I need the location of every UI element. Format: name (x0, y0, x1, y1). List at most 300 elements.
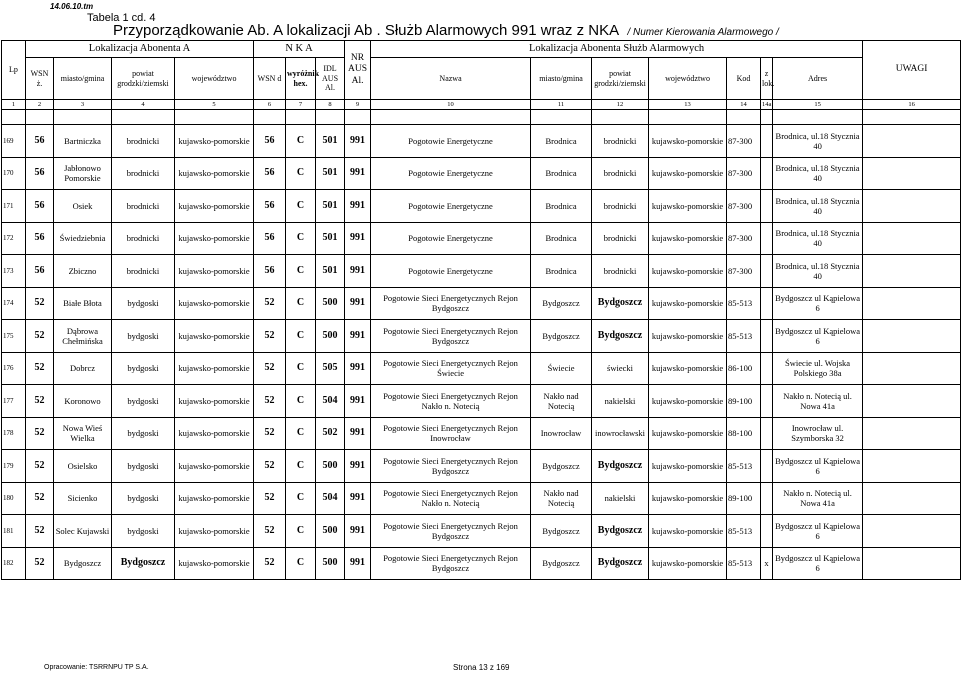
cell-powiat: brodnicki (112, 157, 175, 190)
spacer-cell (286, 110, 316, 125)
cell-wyroznik: C (286, 157, 316, 190)
cell-nazwa: Pogotowie Energetyczne (371, 190, 531, 223)
header-wojewodztwo: województwo (175, 58, 254, 100)
cell-nr-aus: 991 (345, 157, 371, 190)
cell-idl-aus: 504 (316, 385, 345, 418)
cell-nazwa: Pogotowie Energetyczne (371, 125, 531, 158)
cell-uwagi (863, 515, 961, 548)
cell-kod: 85-513 (727, 450, 761, 483)
spacer-cell (112, 110, 175, 125)
cell-wsn-d: 52 (254, 287, 286, 320)
cell-powiat-2: świecki (592, 352, 649, 385)
cell-adres: Bydgoszcz ul Kąpielowa 6 (773, 320, 863, 353)
column-number: 9 (345, 100, 371, 110)
cell-wyroznik: C (286, 482, 316, 515)
cell-powiat: bydgoski (112, 320, 175, 353)
cell-nr-aus: 991 (345, 320, 371, 353)
cell-wojewodztwo: kujawsko-pomorskie (175, 547, 254, 580)
cell-wojewodztwo-2: kujawsko-pomorskie (649, 287, 727, 320)
cell-wojewodztwo-2: kujawsko-pomorskie (649, 255, 727, 288)
table-wrapper (1, 40, 960, 580)
cell-miasto-gmina-2: Świecie (531, 352, 592, 385)
cell-miasto-gmina-2: Bydgoszcz (531, 515, 592, 548)
cell-wsn-z: 56 (26, 157, 54, 190)
spacer-cell (531, 110, 592, 125)
cell-powiat: bydgoski (112, 287, 175, 320)
cell-wsn-z: 52 (26, 320, 54, 353)
cell-nr-aus: 991 (345, 450, 371, 483)
cell-miasto-gmina: Świedziebnia (54, 222, 112, 255)
table-row (2, 385, 961, 418)
cell-idl-aus: 501 (316, 125, 345, 158)
cell-wojewodztwo-2: kujawsko-pomorskie (649, 417, 727, 450)
cell-lp: 170 (2, 157, 26, 190)
cell-wsn-d: 56 (254, 190, 286, 223)
cell-lp: 180 (2, 482, 26, 515)
cell-nazwa: Pogotowie Sieci Energetycznych Rejon Bydgoszcz (371, 320, 531, 353)
spacer-cell (316, 110, 345, 125)
cell-idl-aus: 504 (316, 482, 345, 515)
cell-miasto-gmina: Białe Błota (54, 287, 112, 320)
cell-wsn-z: 52 (26, 287, 54, 320)
cell-z-lok (761, 287, 773, 320)
cell-wojewodztwo-2: kujawsko-pomorskie (649, 547, 727, 580)
header-idl-aus: IDL AUS Al. (316, 58, 345, 100)
cell-lp: 176 (2, 352, 26, 385)
cell-wyroznik: C (286, 190, 316, 223)
cell-idl-aus: 501 (316, 190, 345, 223)
cell-miasto-gmina: Bartniczka (54, 125, 112, 158)
cell-wojewodztwo: kujawsko-pomorskie (175, 352, 254, 385)
cell-nr-aus: 991 (345, 547, 371, 580)
page-title (113, 22, 779, 39)
table-row (2, 157, 961, 190)
cell-kod: 88-100 (727, 417, 761, 450)
table-row (2, 547, 961, 580)
column-number: 2 (26, 100, 54, 110)
cell-nazwa: Pogotowie Sieci Energetycznych Rejon Bydgoszcz (371, 547, 531, 580)
cell-nr-aus: 991 (345, 352, 371, 385)
cell-adres: Bydgoszcz ul Kąpielowa 6 (773, 515, 863, 548)
cell-adres: Brodnica, ul.18 Stycznia 40 (773, 125, 863, 158)
cell-wsn-d: 52 (254, 515, 286, 548)
cell-wojewodztwo-2: kujawsko-pomorskie (649, 450, 727, 483)
cell-miasto-gmina-2: Bydgoszcz (531, 450, 592, 483)
cell-kod: 89-100 (727, 385, 761, 418)
cell-adres: Brodnica, ul.18 Stycznia 40 (773, 190, 863, 223)
header-wojewodztwo-2: województwo (649, 58, 727, 100)
cell-wsn-d: 56 (254, 157, 286, 190)
cell-z-lok (761, 385, 773, 418)
cell-powiat: brodnicki (112, 222, 175, 255)
cell-lp: 178 (2, 417, 26, 450)
cell-wojewodztwo-2: kujawsko-pomorskie (649, 125, 727, 158)
cell-adres: Brodnica, ul.18 Stycznia 40 (773, 222, 863, 255)
cell-wojewodztwo: kujawsko-pomorskie (175, 125, 254, 158)
cell-wojewodztwo: kujawsko-pomorskie (175, 515, 254, 548)
spacer-cell (761, 110, 773, 125)
header-wsn-z: WSN ż. (26, 58, 54, 100)
cell-z-lok (761, 157, 773, 190)
cell-adres: Bydgoszcz ul Kąpielowa 6 (773, 450, 863, 483)
cell-miasto-gmina: Jabłonowo Pomorskie (54, 157, 112, 190)
cell-adres: Nakło n. Notecią ul. Nowa 41a (773, 482, 863, 515)
header-group-abonent-a: Lokalizacja Abonenta A (26, 41, 254, 58)
title-main: Przyporządkowanie Ab. A lokalizacji Ab . Służb Alarmowych 991 wraz z NKA (113, 22, 620, 39)
cell-wsn-d: 52 (254, 417, 286, 450)
cell-wojewodztwo: kujawsko-pomorskie (175, 157, 254, 190)
cell-lp: 182 (2, 547, 26, 580)
cell-nazwa: Pogotowie Sieci Energetycznych Rejon Nakło n. Notecią (371, 482, 531, 515)
spacer-cell (345, 110, 371, 125)
cell-miasto-gmina-2: Brodnica (531, 125, 592, 158)
cell-miasto-gmina: Nowa Wieś Wielka (54, 417, 112, 450)
cell-nr-aus: 991 (345, 385, 371, 418)
header-kod: Kod (727, 58, 761, 100)
cell-miasto-gmina: Osielsko (54, 450, 112, 483)
table-row (2, 287, 961, 320)
cell-powiat-2: brodnicki (592, 222, 649, 255)
spacer-cell (26, 110, 54, 125)
cell-uwagi (863, 352, 961, 385)
cell-uwagi (863, 255, 961, 288)
cell-wsn-d: 52 (254, 385, 286, 418)
cell-adres: Inowrocław ul. Szymborska 32 (773, 417, 863, 450)
table-row (2, 482, 961, 515)
cell-miasto-gmina: Bydgoszcz (54, 547, 112, 580)
header-z-lok: z lok. (761, 58, 773, 100)
cell-lp: 177 (2, 385, 26, 418)
cell-lp: 173 (2, 255, 26, 288)
cell-nr-aus: 991 (345, 287, 371, 320)
cell-nr-aus: 991 (345, 515, 371, 548)
cell-uwagi (863, 482, 961, 515)
cell-miasto-gmina: Koronowo (54, 385, 112, 418)
spacer-cell (254, 110, 286, 125)
cell-miasto-gmina: Zbiczno (54, 255, 112, 288)
header-powiat-2: powiat grodzki/ziemski (592, 58, 649, 100)
cell-idl-aus: 500 (316, 450, 345, 483)
table-row (2, 417, 961, 450)
header-powiat: powiat grodzki/ziemski (112, 58, 175, 100)
cell-nazwa: Pogotowie Sieci Energetycznych Rejon Świecie (371, 352, 531, 385)
cell-powiat-2: Bydgoszcz (592, 515, 649, 548)
column-number: 8 (316, 100, 345, 110)
cell-wsn-z: 56 (26, 125, 54, 158)
cell-nr-aus: 991 (345, 417, 371, 450)
cell-miasto-gmina: Dąbrowa Chełmińska (54, 320, 112, 353)
cell-wsn-z: 52 (26, 515, 54, 548)
cell-miasto-gmina: Osiek (54, 190, 112, 223)
cell-idl-aus: 500 (316, 547, 345, 580)
cell-miasto-gmina-2: Nakło nad Notecią (531, 482, 592, 515)
cell-wyroznik: C (286, 385, 316, 418)
cell-powiat: Bydgoszcz (112, 547, 175, 580)
cell-z-lok (761, 352, 773, 385)
spacer-cell (371, 110, 531, 125)
cell-kod: 85-513 (727, 515, 761, 548)
cell-wojewodztwo: kujawsko-pomorskie (175, 190, 254, 223)
cell-lp: 169 (2, 125, 26, 158)
column-number: 13 (649, 100, 727, 110)
cell-powiat: bydgoski (112, 352, 175, 385)
cell-z-lok (761, 255, 773, 288)
cell-miasto-gmina-2: Brodnica (531, 255, 592, 288)
column-number: 12 (592, 100, 649, 110)
table-row (2, 450, 961, 483)
cell-kod: 89-100 (727, 482, 761, 515)
cell-powiat: brodnicki (112, 255, 175, 288)
cell-lp: 175 (2, 320, 26, 353)
cell-wsn-d: 52 (254, 352, 286, 385)
cell-lp: 181 (2, 515, 26, 548)
cell-z-lok (761, 320, 773, 353)
column-number: 3 (54, 100, 112, 110)
cell-uwagi (863, 450, 961, 483)
cell-powiat-2: brodnicki (592, 190, 649, 223)
cell-lp: 171 (2, 190, 26, 223)
cell-kod: 86-100 (727, 352, 761, 385)
cell-uwagi (863, 547, 961, 580)
cell-nazwa: Pogotowie Energetyczne (371, 157, 531, 190)
column-number: 10 (371, 100, 531, 110)
header-lp: Lp (2, 41, 26, 100)
cell-miasto-gmina-2: Bydgoszcz (531, 320, 592, 353)
cell-powiat: bydgoski (112, 482, 175, 515)
table-row (2, 255, 961, 288)
cell-wsn-z: 56 (26, 190, 54, 223)
header-miasto-gmina: miasto/gmina (54, 58, 112, 100)
header-group-sluzb: Lokalizacja Abonenta Służb Alarmowych (371, 41, 863, 58)
cell-adres: Brodnica, ul.18 Stycznia 40 (773, 157, 863, 190)
header-wsn-d: WSN d (254, 58, 286, 100)
cell-powiat: bydgoski (112, 515, 175, 548)
header-wyroznik: wyróżnik hex. (286, 58, 316, 100)
cell-wyroznik: C (286, 125, 316, 158)
cell-wsn-z: 52 (26, 385, 54, 418)
column-number: 14a (762, 100, 772, 108)
cell-wsn-z: 52 (26, 450, 54, 483)
cell-wojewodztwo: kujawsko-pomorskie (175, 320, 254, 353)
cell-wojewodztwo-2: kujawsko-pomorskie (649, 352, 727, 385)
cell-uwagi (863, 417, 961, 450)
cell-powiat-2: nakielski (592, 482, 649, 515)
spacer-row (2, 110, 961, 125)
header-group-row (2, 41, 961, 58)
cell-wsn-z: 56 (26, 222, 54, 255)
cell-wojewodztwo-2: kujawsko-pomorskie (649, 222, 727, 255)
cell-nazwa: Pogotowie Sieci Energetycznych Rejon Bydgoszcz (371, 450, 531, 483)
column-number: 15 (773, 100, 863, 110)
cell-z-lok (761, 417, 773, 450)
cell-z-lok (761, 222, 773, 255)
table-row (2, 515, 961, 548)
cell-uwagi (863, 385, 961, 418)
header-adres: Adres (773, 58, 863, 100)
cell-powiat-2: inowrocławski (592, 417, 649, 450)
cell-idl-aus: 505 (316, 352, 345, 385)
cell-nr-aus: 991 (345, 482, 371, 515)
table-row (2, 190, 961, 223)
cell-wsn-z: 52 (26, 482, 54, 515)
cell-wsn-d: 56 (254, 125, 286, 158)
cell-adres: Bydgoszcz ul Kąpielowa 6 (773, 287, 863, 320)
cell-lp: 174 (2, 287, 26, 320)
column-number: 14 (727, 100, 761, 110)
cell-uwagi (863, 287, 961, 320)
column-number: 1 (2, 100, 26, 110)
cell-uwagi (863, 190, 961, 223)
cell-kod: 85-513 (727, 320, 761, 353)
cell-wyroznik: C (286, 417, 316, 450)
cell-nr-aus: 991 (345, 190, 371, 223)
cell-nazwa: Pogotowie Energetyczne (371, 222, 531, 255)
cell-nazwa: Pogotowie Sieci Energetycznych Rejon Inowrocław (371, 417, 531, 450)
cell-wsn-z: 52 (26, 352, 54, 385)
header-sub-row (2, 58, 961, 100)
cell-powiat-2: Bydgoszcz (592, 320, 649, 353)
cell-wojewodztwo: kujawsko-pomorskie (175, 450, 254, 483)
cell-miasto-gmina-2: Brodnica (531, 157, 592, 190)
column-number: 4 (112, 100, 175, 110)
cell-wyroznik: C (286, 352, 316, 385)
footer-author: Opracowanie: TSRRNPU TP S.A. (44, 664, 149, 671)
cell-wyroznik: C (286, 255, 316, 288)
cell-wsn-d: 52 (254, 547, 286, 580)
cell-powiat-2: brodnicki (592, 255, 649, 288)
spacer-cell (592, 110, 649, 125)
cell-idl-aus: 501 (316, 157, 345, 190)
header-nr-aus: NR AUS Al. (345, 41, 371, 100)
column-number: 5 (175, 100, 254, 110)
cell-wyroznik: C (286, 515, 316, 548)
cell-uwagi (863, 125, 961, 158)
cell-wsn-d: 56 (254, 222, 286, 255)
cell-idl-aus: 501 (316, 255, 345, 288)
cell-kod: 85-513 (727, 287, 761, 320)
cell-idl-aus: 502 (316, 417, 345, 450)
cell-uwagi (863, 222, 961, 255)
cell-wsn-d: 52 (254, 482, 286, 515)
cell-wojewodztwo-2: kujawsko-pomorskie (649, 515, 727, 548)
cell-wsn-z: 52 (26, 547, 54, 580)
table-row (2, 320, 961, 353)
cell-wsn-d: 52 (254, 320, 286, 353)
cell-wojewodztwo: kujawsko-pomorskie (175, 255, 254, 288)
title-subtitle: / Numer Kierowania Alarmowego / (627, 27, 779, 38)
cell-powiat-2: brodnicki (592, 125, 649, 158)
column-number: 6 (254, 100, 286, 110)
cell-powiat-2: nakielski (592, 385, 649, 418)
cell-wsn-z: 56 (26, 255, 54, 288)
cell-kod: 87-300 (727, 157, 761, 190)
cell-adres: Świecie ul. Wojska Polskiego 38a (773, 352, 863, 385)
footer-page-number: Strona 13 z 169 (453, 663, 510, 672)
cell-wsn-z: 52 (26, 417, 54, 450)
cell-nr-aus: 991 (345, 255, 371, 288)
cell-nazwa: Pogotowie Energetyczne (371, 255, 531, 288)
cell-miasto-gmina-2: Inowrocław (531, 417, 592, 450)
spacer-cell (2, 110, 26, 125)
table-body (2, 125, 961, 580)
cell-powiat: brodnicki (112, 190, 175, 223)
header-uwagi: UWAGI (863, 41, 961, 100)
cell-kod: 87-300 (727, 125, 761, 158)
cell-nazwa: Pogotowie Sieci Energetycznych Rejon Bydgoszcz (371, 515, 531, 548)
cell-uwagi (863, 320, 961, 353)
cell-wojewodztwo: kujawsko-pomorskie (175, 287, 254, 320)
cell-adres: Bydgoszcz ul Kąpielowa 6 (773, 547, 863, 580)
cell-powiat: brodnicki (112, 125, 175, 158)
cell-wsn-d: 52 (254, 450, 286, 483)
cell-kod: 87-300 (727, 222, 761, 255)
cell-powiat-2: Bydgoszcz (592, 547, 649, 580)
spacer-cell (175, 110, 254, 125)
cell-lp: 179 (2, 450, 26, 483)
table-caption: Tabela 1 cd. 4 (87, 12, 156, 24)
cell-kod: 87-300 (727, 190, 761, 223)
cell-idl-aus: 501 (316, 222, 345, 255)
assignment-table (1, 40, 961, 580)
cell-wojewodztwo-2: kujawsko-pomorskie (649, 157, 727, 190)
column-number: 11 (531, 100, 592, 110)
table-row (2, 352, 961, 385)
cell-lp: 172 (2, 222, 26, 255)
cell-wojewodztwo: kujawsko-pomorskie (175, 482, 254, 515)
cell-nazwa: Pogotowie Sieci Energetycznych Rejon Nakło n. Notecią (371, 385, 531, 418)
cell-miasto-gmina-2: Brodnica (531, 222, 592, 255)
cell-powiat: bydgoski (112, 450, 175, 483)
cell-wyroznik: C (286, 222, 316, 255)
cell-adres: Brodnica, ul.18 Stycznia 40 (773, 255, 863, 288)
cell-powiat-2: Bydgoszcz (592, 450, 649, 483)
cell-wojewodztwo-2: kujawsko-pomorskie (649, 482, 727, 515)
spacer-cell (54, 110, 112, 125)
cell-nr-aus: 991 (345, 222, 371, 255)
cell-powiat: bydgoski (112, 417, 175, 450)
cell-wyroznik: C (286, 287, 316, 320)
table-row (2, 222, 961, 255)
cell-idl-aus: 500 (316, 320, 345, 353)
spacer-cell (863, 110, 961, 125)
cell-uwagi (863, 157, 961, 190)
header-group-nka: N K A (254, 41, 345, 58)
cell-wojewodztwo: kujawsko-pomorskie (175, 385, 254, 418)
cell-kod: 87-300 (727, 255, 761, 288)
cell-idl-aus: 500 (316, 515, 345, 548)
cell-powiat: bydgoski (112, 385, 175, 418)
cell-adres: Nakło n. Notecią ul. Nowa 41a (773, 385, 863, 418)
spacer-cell (649, 110, 727, 125)
cell-wojewodztwo-2: kujawsko-pomorskie (649, 190, 727, 223)
cell-z-lok: x (761, 547, 773, 580)
cell-z-lok (761, 125, 773, 158)
cell-miasto-gmina-2: Brodnica (531, 190, 592, 223)
column-number-row (2, 100, 961, 110)
column-number: 16 (863, 100, 961, 110)
header-miasto-gmina-2: miasto/gmina (531, 58, 592, 100)
cell-wyroznik: C (286, 320, 316, 353)
cell-z-lok (761, 482, 773, 515)
cell-miasto-gmina-2: Nakło nad Notecią (531, 385, 592, 418)
cell-z-lok (761, 190, 773, 223)
header-nazwa: Nazwa (371, 58, 531, 100)
cell-z-lok (761, 450, 773, 483)
cell-miasto-gmina: Dobrcz (54, 352, 112, 385)
cell-nazwa: Pogotowie Sieci Energetycznych Rejon Bydgoszcz (371, 287, 531, 320)
cell-miasto-gmina-2: Bydgoszcz (531, 287, 592, 320)
cell-wojewodztwo: kujawsko-pomorskie (175, 417, 254, 450)
